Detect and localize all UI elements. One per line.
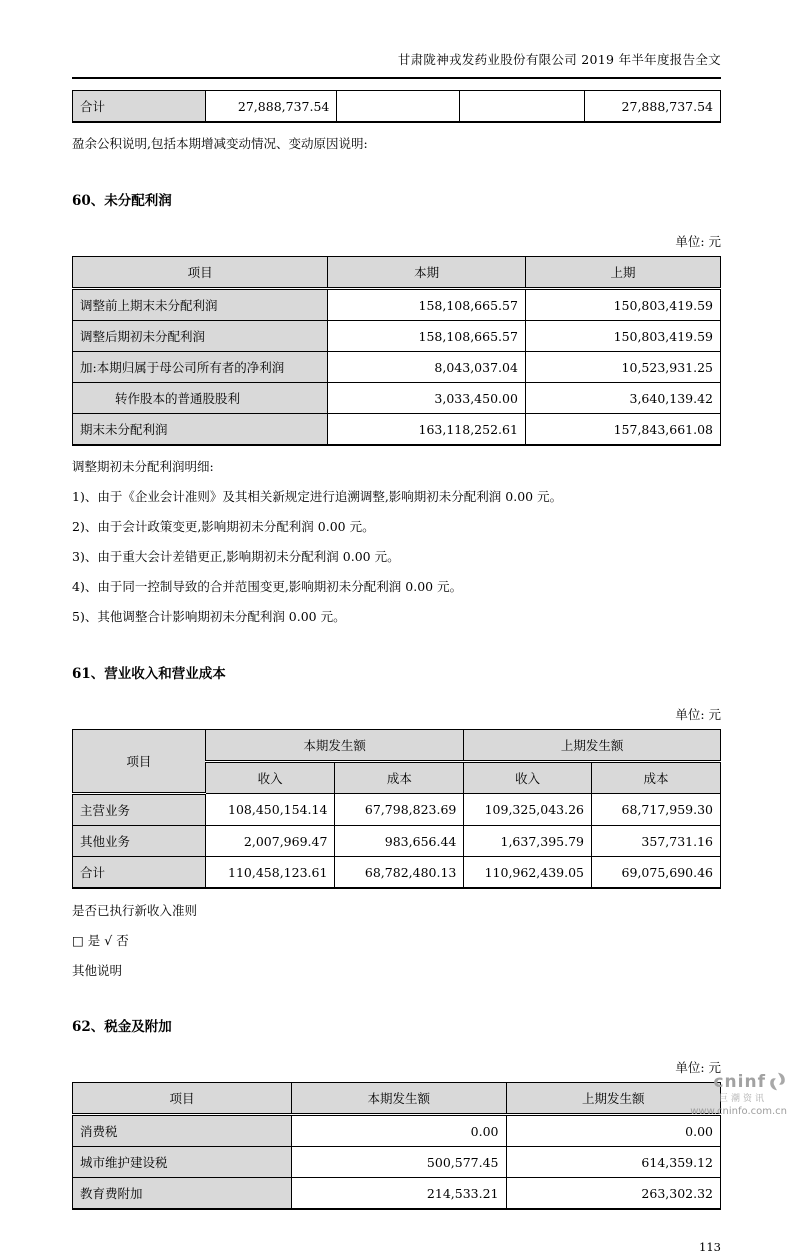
section-60-heading: 60、未分配利润 xyxy=(72,193,172,209)
unit-label: 单位: 元 xyxy=(675,707,721,722)
unit-label: 单位: 元 xyxy=(675,234,721,249)
yes-no-checkbox-line: □ 是 √ 否 xyxy=(72,933,129,948)
table-row xyxy=(73,826,721,857)
row-value: 0.00 xyxy=(292,1115,506,1147)
row-label: 消费税 xyxy=(73,1115,292,1147)
adjustment-note-5: 5)、其他调整合计影响期初未分配利润 0.00 元。 xyxy=(72,609,346,624)
row-label: 合计 xyxy=(73,857,206,889)
cninfo-logo-row xyxy=(690,1072,787,1095)
row-value: 500,577.45 xyxy=(292,1147,506,1178)
row-value: 69,075,690.46 xyxy=(592,857,721,889)
adjustment-note-3: 3)、由于重大会计差错更正,影响期初未分配利润 0.00 元。 xyxy=(72,549,400,564)
row-value: 158,108,665.57 xyxy=(328,289,526,321)
row-value: 3,033,450.00 xyxy=(328,383,526,414)
page-header xyxy=(72,50,721,79)
adjustment-detail-intro: 调整期初未分配利润明细: xyxy=(72,459,214,474)
column-header: 上期发生额 xyxy=(506,1083,721,1115)
column-subheader: 收入 xyxy=(205,762,335,794)
table-header-row xyxy=(73,1083,721,1115)
row-value: 157,843,661.08 xyxy=(525,414,720,446)
row-label: 调整后期初未分配利润 xyxy=(73,321,328,352)
undistributed-profit-table xyxy=(72,256,721,446)
column-header: 上期发生额 xyxy=(464,730,721,762)
column-header: 本期 xyxy=(328,257,526,289)
row-value: 27,888,737.54 xyxy=(205,91,337,123)
row-label: 其他业务 xyxy=(73,826,206,857)
page-number: 113 xyxy=(699,1240,721,1254)
row-label: 教育费附加 xyxy=(73,1178,292,1210)
row-label: 加:本期归属于母公司所有者的净利润 xyxy=(73,352,328,383)
revenue-cost-table xyxy=(72,729,721,889)
cninfo-watermark xyxy=(690,1072,787,1117)
report-title: 甘肃陇神戎发药业股份有限公司 2019 年半年度报告全文 xyxy=(397,52,721,67)
row-value: 67,798,823.69 xyxy=(335,794,464,826)
row-value: 68,782,480.13 xyxy=(335,857,464,889)
row-label: 转作股本的普通股股利 xyxy=(73,383,328,414)
table-row xyxy=(73,1178,721,1210)
surplus-reserve-total-table xyxy=(72,90,721,123)
unit-label: 单位: 元 xyxy=(675,1060,721,1075)
row-value: 263,302.32 xyxy=(506,1178,721,1210)
row-value: 0.00 xyxy=(506,1115,721,1147)
row-value: 3,640,139.42 xyxy=(525,383,720,414)
row-value: 27,888,737.54 xyxy=(584,91,720,123)
row-value: 8,043,037.04 xyxy=(328,352,526,383)
row-value xyxy=(337,91,460,123)
column-header: 本期发生额 xyxy=(205,730,464,762)
row-value xyxy=(460,91,584,123)
row-value: 158,108,665.57 xyxy=(328,321,526,352)
table-row xyxy=(73,1115,721,1147)
row-value: 10,523,931.25 xyxy=(525,352,720,383)
row-value: 163,118,252.61 xyxy=(328,414,526,446)
row-value: 983,656.44 xyxy=(335,826,464,857)
row-value: 214,533.21 xyxy=(292,1178,506,1210)
row-label: 期末未分配利润 xyxy=(73,414,328,446)
table-row xyxy=(73,414,721,446)
adjustment-note-1: 1)、由于《企业会计准则》及其相关新规定进行追溯调整,影响期初未分配利润 0.00 元。 xyxy=(72,489,563,504)
table-row xyxy=(73,794,721,826)
table-header-row xyxy=(73,257,721,289)
row-value: 109,325,043.26 xyxy=(464,794,592,826)
column-header: 项目 xyxy=(73,730,206,794)
table-row xyxy=(73,91,721,123)
table-row xyxy=(73,352,721,383)
column-subheader: 成本 xyxy=(335,762,464,794)
row-value: 150,803,419.59 xyxy=(525,321,720,352)
other-note-label: 其他说明 xyxy=(72,963,123,978)
new-revenue-standard-question: 是否已执行新收入准则 xyxy=(72,903,198,918)
cninfo-url: www.cninfo.com.cn xyxy=(690,1106,787,1117)
column-subheader: 成本 xyxy=(592,762,721,794)
column-subheader: 收入 xyxy=(464,762,592,794)
row-label: 城市维护建设税 xyxy=(73,1147,292,1178)
row-value: 110,458,123.61 xyxy=(205,857,335,889)
cninfo-swirl-icon xyxy=(768,1072,787,1095)
cninfo-chinese-name: 巨潮资讯 xyxy=(718,1094,767,1105)
row-value: 357,731.16 xyxy=(592,826,721,857)
surplus-reserve-note: 盈余公积说明,包括本期增减变动情况、变动原因说明: xyxy=(72,136,368,151)
row-label: 主营业务 xyxy=(73,794,206,826)
column-header: 本期发生额 xyxy=(292,1083,506,1115)
section-61-heading: 61、营业收入和营业成本 xyxy=(72,666,226,682)
cninfo-brand-text: cninf xyxy=(713,1072,766,1093)
row-label: 调整前上期末未分配利润 xyxy=(73,289,328,321)
column-header: 项目 xyxy=(73,257,328,289)
row-value: 614,359.12 xyxy=(506,1147,721,1178)
table-row xyxy=(73,1147,721,1178)
column-header: 上期 xyxy=(525,257,720,289)
adjustment-note-4: 4)、由于同一控制导致的合并范围变更,影响期初未分配利润 0.00 元。 xyxy=(72,579,463,594)
table-row xyxy=(73,383,721,414)
table-row xyxy=(73,321,721,352)
row-value: 110,962,439.05 xyxy=(464,857,592,889)
column-header: 项目 xyxy=(73,1083,292,1115)
row-value: 150,803,419.59 xyxy=(525,289,720,321)
table-header-row xyxy=(73,730,721,762)
row-value: 1,637,395.79 xyxy=(464,826,592,857)
table-row xyxy=(73,289,721,321)
table-row xyxy=(73,857,721,889)
taxes-surcharges-table xyxy=(72,1082,721,1210)
row-label: 合计 xyxy=(73,91,206,123)
row-value: 68,717,959.30 xyxy=(592,794,721,826)
section-62-heading: 62、税金及附加 xyxy=(72,1019,172,1035)
row-value: 108,450,154.14 xyxy=(205,794,335,826)
adjustment-note-2: 2)、由于会计政策变更,影响期初未分配利润 0.00 元。 xyxy=(72,519,375,534)
row-value: 2,007,969.47 xyxy=(205,826,335,857)
